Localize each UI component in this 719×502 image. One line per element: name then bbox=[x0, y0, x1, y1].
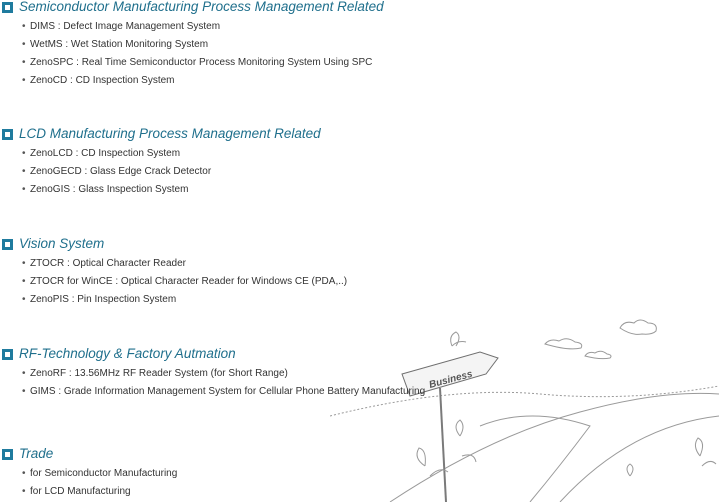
square-bullet-icon bbox=[2, 129, 13, 140]
list-item: • WetMS : Wet Station Monitoring System bbox=[0, 36, 719, 54]
list-item: • ZenoRF : 13.56MHz RF Reader System (for Short Range) bbox=[0, 365, 719, 383]
list-item: • for LCD Manufacturing bbox=[0, 483, 719, 501]
section-title: Vision System bbox=[19, 236, 105, 251]
sprout-icon bbox=[451, 332, 466, 346]
list-item: • ZTOCR for WinCE : Optical Character Reader for Windows CE (PDA,..) bbox=[0, 273, 719, 291]
list-item: • ZenoGIS : Glass Inspection System bbox=[0, 181, 719, 199]
list-item: • for Semiconductor Manufacturing bbox=[0, 465, 719, 483]
section-title: Semiconductor Manufacturing Process Management Related bbox=[19, 0, 384, 14]
section-semiconductor bbox=[0, 0, 719, 90]
section-lcd bbox=[0, 127, 719, 199]
item-list bbox=[0, 18, 719, 90]
square-bullet-icon bbox=[2, 449, 13, 460]
section-title: LCD Manufacturing Process Management Related bbox=[19, 126, 321, 141]
section-title: Trade bbox=[19, 446, 54, 461]
list-item: • ZenoSPC : Real Time Semiconductor Process Monitoring System Using SPC bbox=[0, 54, 719, 72]
item-list bbox=[0, 465, 719, 501]
square-bullet-icon bbox=[2, 239, 13, 250]
list-item: • GIMS : Grade Information Management System for Cellular Phone Battery Manufacturing bbox=[0, 383, 719, 401]
list-item: • ZenoLCD : CD Inspection System bbox=[0, 145, 719, 163]
section-vision bbox=[0, 237, 719, 309]
signpost-label: Business bbox=[427, 368, 474, 391]
list-item: • DIMS : Defect Image Management System bbox=[0, 18, 719, 36]
square-bullet-icon bbox=[2, 349, 13, 360]
list-item: • ZenoPIS : Pin Inspection System bbox=[0, 291, 719, 309]
section-title: RF-Technology & Factory Autmation bbox=[19, 346, 236, 361]
section-heading bbox=[0, 237, 719, 255]
section-rf-technology bbox=[0, 347, 719, 401]
item-list bbox=[0, 365, 719, 401]
section-trade bbox=[0, 447, 719, 501]
section-heading bbox=[0, 347, 719, 365]
item-list bbox=[0, 145, 719, 199]
list-item: • ZenoCD : CD Inspection System bbox=[0, 72, 719, 90]
item-list bbox=[0, 255, 719, 309]
list-item: • ZenoGECD : Glass Edge Crack Detector bbox=[0, 163, 719, 181]
section-heading bbox=[0, 127, 719, 145]
cloud-icon bbox=[620, 320, 656, 334]
section-heading bbox=[0, 0, 719, 18]
list-item: • ZTOCR : Optical Character Reader bbox=[0, 255, 719, 273]
square-bullet-icon bbox=[2, 2, 13, 13]
section-heading bbox=[0, 447, 719, 465]
